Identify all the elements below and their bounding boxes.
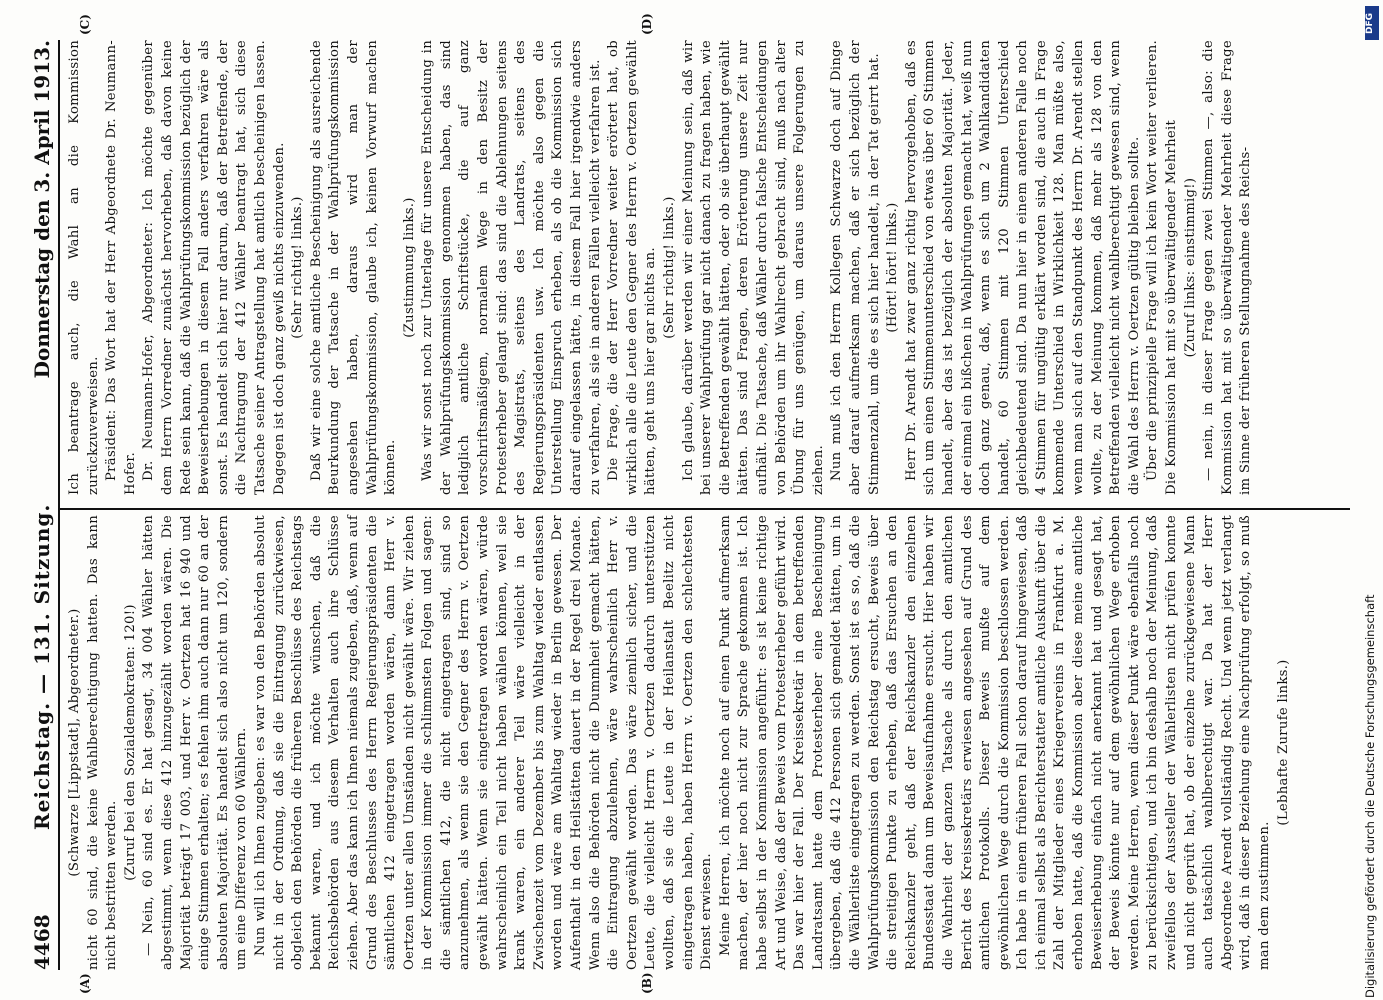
paragraph: — nein, in dieser Frage gegen zwei Stimmen —, also: die Kommission hat mit so überwältigender Mehrheit diese Frage im Sinne der früheren Stellungnahme des Reichs- (1201, 40, 1254, 495)
margin-mark-d: (D) (640, 13, 654, 35)
paragraph: Über die prinzipielle Frage will ich kein Wort weiter verlieren. Die Kommission hat mit so überwältigender Mehrheit (1145, 40, 1180, 495)
speaker-attribution: (Schwarze [Lippstadt], Abgeordneter.) (67, 608, 82, 877)
interjection: (Zuruf links: einstimmig!) (1182, 177, 1198, 358)
paragraph: Nun muß ich den Herrn Kollegen Schwarze doch auf Dinge aber darauf aufmerksam machen, daß er sich bezüglich der Stimmenzahl, um die es sich hier handelt, in der Tat geirrt hat. (829, 40, 882, 495)
dfg-logo: DFG (1365, 6, 1379, 40)
paragraph: nicht 60 sind, die keine Wahlberechtigung hatten. Das kann nicht bestritten werden. (85, 515, 120, 970)
paragraph: Ich beantrage auch, die Wahl an die Kommission zurückzuverweisen. (67, 40, 101, 495)
paragraph: Dr. Neumann-Hofer, Abgeordneter: Ich möchte gegenüber dem Herrn Vorredner zunächst hervorheben, daß davon keine Rede sein kann, daß die Wahlprüfungskommission bezüglich der Beweiserhebungen in diesem Fall anders verfahren wäre als sonst. Es handelt sich hier nur darum, daß der Betreffende, der die Nachtragung der 412 Wähler beantragt hat, sich diese Tatsache seiner Antragstellung hat amtlich bescheinigen lassen. Dagegen ist doch ganz gewiß nichts einzuwenden. (141, 40, 287, 495)
page-number: 4468 (30, 914, 54, 970)
paragraph: Ich glaube, darüber werden wir einer Meinung sein, daß wir bei unserer Wahlprüfung gar nicht danach zu fragen haben, wie die Betreffenden gewählt hätten, oder ob sie überhaupt gewählt hätten. Das sind Fragen, deren Erörterung unsere Zeit nur aufhält. Die Tatsache, daß Wähler durch falsche Entscheidungen von Behörden um ihr Wahlrecht gebracht sind, muß nach alter Übung für uns genügen, um daraus unsere Folgerungen zu ziehen. (680, 40, 826, 495)
left-column (66, 515, 1293, 970)
paragraph: Daß wir eine solche amtliche Bescheinigung als ausreichende Beurkundung der Tatsache in der Wahlprüfungskommission angesehen haben, daraus wird man der Wahlprüfungskommission, glaube ich, keinen Vorwurf machen können. (308, 40, 399, 495)
column-divider (60, 508, 1350, 510)
interjection: (Lebhafte Zurufe links.) (1275, 659, 1291, 826)
session-title: Reichstag. — 131. Sitzung. (30, 503, 54, 830)
paragraph: Herr Dr. Arendt hat zwar ganz richtig hervorgehoben, daß es sich um einen Stimmenunterschied von etwas über 60 Stimmen handelt, aber das ist bezüglich der absoluten Majorität. Jeder, der einmal ein bißchen in Wahlprüfungen gemacht hat, weiß nun doch ganz genau, daß, wenn es sich um 2 Wahlkandidaten handelt, 60 Stimmen mit 120 Stimmen Unterschied gleichbedeutend sind. Da nun hier in einem anderen Falle noch 4 Stimmen für ungültig erklärt worden sind, die auch in Frage kommende Unterschied in Wirklichkeit 128. Man müßte also, wenn man sich auf den Standpunkt des Herrn Dr. Arendt stellen wollte, zu der Meinung kommen, daß mehr als 128 von den Betreffenden vielleicht nicht wahlberechtigt gewesen sind, wenn die Wahl des Herrn v. Oertzen gültig bleiben sollte. (903, 40, 1142, 495)
interjection: (Sehr richtig! links.) (662, 196, 677, 339)
interjection: (Hört! hört! links.) (885, 202, 901, 333)
paragraph: — Nein, 60 sind es. Er hat gesagt, 34 004 Wähler hätten abgestimmt, wenn diese 412 hinzugezählt worden wären. Die Majorität beträgt 17 003, und Herr v. Oertzen hat 16 940 und einige Stimmen erhalten; es fehlen ihm auch dann nur 60 an der absoluten Majorität. Es handelt sich also nicht um 120, sondern um eine Differenz von 60 Wählern. (141, 515, 250, 970)
interjection: (Zustimmung links.) (401, 197, 417, 338)
paragraph: Nun will ich Ihnen zugeben: es war von den Behörden absolut nicht in der Ordnung, daß sie die Eintragung zurückwiesen, obgleich den Behörden die früheren Beschlüsse des Reichstags bekannt waren, und ich möchte wünschen, daß die Reichsbehörden aus diesem Verhalten auch ihre Schlüsse ziehen. Aber das kann ich Ihnen niemals zugeben, daß, wenn auf Grund des Beschlusses des Herrn Regierungspräsidenten die sämtlichen 412 eingetragen worden wären, dann Herr v. Oertzen unter allen Umständen nicht gewählt wäre. Wir ziehen in der Kommission immer die schlimmsten Folgen und sagen: die sämtlichen 412, die nicht eingetragen sind, sind so anzunehmen, als wenn sie den Gegner des Herrn v. Oertzen gewählt hätten. Wenn sie eingetragen worden wären, würde wahrscheinlich ein Teil nicht haben wählen können, weil sie krank waren, ein anderer Teil wäre vielleicht in der Zwischenzeit vom Dezember bis zum Wahltag wieder entlassen worden und wäre am Wahltag wieder in Berlin gewesen. Der Aufenthalt in den Heilstätten dauert in der Regel drei Monate. Wenn also die Behörden nicht die Dummheit gemacht hätten, die Eintragung abzulehnen, wäre wahrscheinlich Herr v. Oertzen gewählt worden. Das wäre ziemlich sicher, und die Leute, die vielleicht Herrn v. Oertzen dadurch unterstützen wollten, daß sie die Leute in der Heilanstalt Beelitz nicht eingetragen haben, haben Herrn v. Oertzen den schlechtesten Dienst erwiesen. (252, 515, 715, 970)
paragraph: Meine Herren, ich möchte noch auf einen Punkt aufmerksam machen, der hier noch nicht zur Sprache gekommen ist. Ich habe selbst in der Kommission angeführt: es ist keine richtige Art und Weise, daß der Beweis vom Protesterheber geführt wird. Das war hier der Fall. Der Kreissekretär in dem betreffenden Landratsamt hatte dem Protesterheber eine Bescheinigung übergeben, daß die 412 Personen sich gemeldet hätten, um in die Wählerliste eingetragen zu werden. Sonst ist es so, daß die Wahlprüfungskommission den Reichstag ersucht, Beweis über die streitigen Punkte zu erheben, daß das Ersuchen an den Reichskanzler geht, daß der Reichskanzler den einzelnen Bundesstaat dann um Beweisaufnahme ersucht. Hier haben wir die Wahrheit der ganzen Tatsache als durch den amtlichen Bericht des Kreissekretärs erwiesen angesehen auf Grund des amtlichen Protokolls. Dieser Beweis mußte auf dem gewöhnlichen Wege durch die Kommission beschlossen werden. Ich habe in einem früheren Fall schon darauf hingewiesen, daß ich einmal selbst als Berichterstatter amtliche Auskunft über die Zahl der Mitglieder eines Kriegervereins in Frankfurt a. M. erhoben hatte, daß die Kommission aber diese meine amtliche Beweiserhebung einfach nicht anerkannt hat und gesagt hat, der Beweis könnte nur auf dem gewöhnlichen Wege erhoben werden. Meine Herren, wenn dieser Punkt wäre ebenfalls noch zu berücksichtigen, und ich bin deshalb noch der Meinung, daß zweifellos der Aussteller der Wählerlisten nicht prüfen konnte und nicht geprüft hat, ob der einzelne zurückgewiesene Mann auch tatsächlich wahlberechtigt war. Da hat der Herr Abgeordnete Arendt vollständig Recht. Und wenn jetzt verlangt wird, daß in dieser Beziehung eine Nachprüfung erfolgt, so muß man dem zustimmen. (717, 515, 1272, 970)
paragraph: Die Frage, die der Herr Vorredner weiter erörtert hat, ob wirklich alle die Leute den Gegner des Herrn v. Oertzen gewählt hätten, geht uns hier gar nichts an. (606, 40, 659, 495)
page-header (18, 40, 60, 970)
session-date: Donnerstag den 3. April 1913. (30, 40, 54, 379)
margin-mark-b: (B) (640, 972, 654, 994)
digitization-footer (1363, 8, 1381, 998)
digitization-credit: Digitalisierung gefördert durch die Deutsche Forschungsgemeinschaft (1363, 594, 1377, 998)
paragraph: Präsident: Das Wort hat der Herr Abgeordnete Dr. Neumann-Hofer. (104, 40, 138, 495)
paragraph: Was wir sonst noch zur Unterlage für unsere Entscheidung in der Wahlprüfungskommission genommen haben, das sind lediglich amtliche Schriftstücke, die auf ganz vorschriftsmäßigem, normalem Wege in den Besitz der Protesterheber gelangt sind: das sind die Ablehnungen seitens des Magistrats, seitens des Landrats, seitens des Regierungspräsidenten usw. Ich möchte also gegen die Unterstellung Einspruch erheben, als ob die Kommission sich darauf eingelassen hätte, in diesem Fall hier irgendwie anders zu verfahren, als sie in anderen Fällen vielleicht verfahren ist. (420, 40, 603, 495)
interjection: (Zuruf bei den Sozialdemokraten: 120!) (122, 604, 138, 881)
margin-mark-c: (C) (78, 14, 92, 35)
interjection: (Sehr richtig! links.) (290, 196, 306, 339)
right-column (66, 40, 1256, 495)
margin-mark-a: (A) (78, 973, 92, 994)
